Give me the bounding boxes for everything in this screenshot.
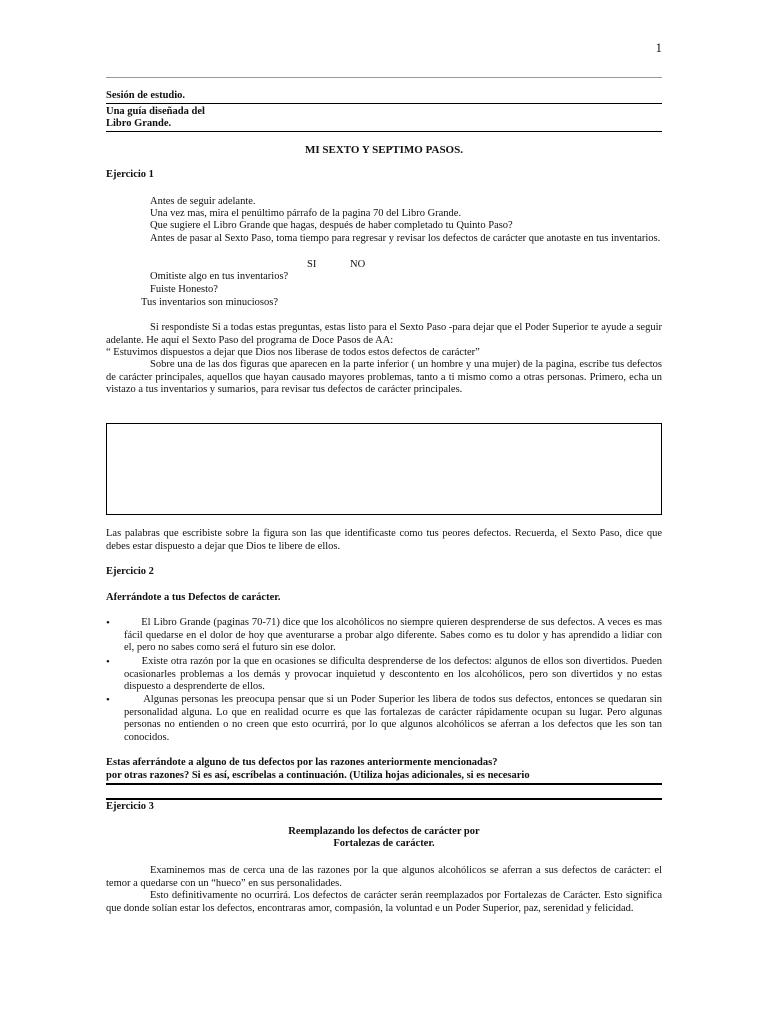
header-divider	[106, 103, 662, 104]
bullet-dot: •	[106, 694, 110, 706]
header-bottom-divider	[106, 131, 662, 132]
question: Tus inventarios son minuciosos?	[141, 297, 278, 308]
ex1-line: Una vez mas, mira el penúltimo párrafo de la pagina 70 del Libro Grande.	[150, 208, 462, 219]
bullet-dot: •	[106, 656, 110, 668]
exercise-3-heading: Ejercicio 3	[106, 801, 154, 812]
bullet-text: Algunas personas les preocupa pensar que si un Poder Superior les libera de todos sus defectos, entonces se quedaran sin personalidad alguna. Lo que en realidad ocurre es que las fortalezas de carácter rápidamente ocupan su lugar. Pero algunas personas no entienden o no creen que esto ocurrirá, por lo que algunos alcohólicos se aferran a los defectos que les son tan conocidos.	[124, 694, 663, 743]
ex1-line: Que sugiere el Libro Grande que hagas, después de haber completado tu Quinto Paso?	[150, 220, 513, 231]
ex1-paragraph: Antes de pasar al Sexto Paso, toma tiempo para regresar y revisar los defectos de carácter que anotaste en tus inventarios.	[150, 233, 661, 244]
answer-line[interactable]	[106, 783, 662, 785]
page-number: 1	[655, 40, 662, 55]
bullet-text: Existe otra razón por la que en ocasiones se dificulta desprenderse de los defectos: algunos de ellos son divertidos. Pueden ocasionarles problemas a los demás y provocar inquietud y descontento en los alcohólicos, pero son divertidos y no estas dispuesto a desprenderte de ellos.	[124, 656, 663, 692]
ex3-paragraph: Esto definitivamente no ocurrirá. Los defectos de carácter serán reemplazados por Fortalezas de Carácter. Esto significa que donde solían estar los defectos, encontraras amor, compasión, la voluntad e un Poder Superior, paz, serenidad y felicidad.	[106, 890, 662, 914]
bullet-item	[124, 656, 662, 694]
exercise-2-subheading: Aferrándote a tus Defectos de carácter.	[106, 592, 281, 603]
section-divider	[106, 798, 662, 800]
question: Fuiste Honesto?	[150, 284, 218, 295]
guide-line-1: Una guía diseñada del	[106, 106, 205, 117]
exercise-3-title-line-2: Fortalezas de carácter.	[333, 838, 435, 849]
session-label: Sesión de estudio.	[106, 90, 186, 101]
exercise-1-heading: Ejercicio 1	[106, 169, 154, 180]
ex2-question-line-1: Estas aferrándote a alguno de tus defectos por las razones anteriormente mencionadas?	[106, 757, 498, 768]
bullet-item	[124, 694, 662, 744]
top-divider	[106, 77, 662, 78]
bullet-text: El Libro Grande (paginas 70-71) dice que los alcohólicos no siempre quieren desprenderse de sus defectos. A veces es mas fácil quedarse en el dolor de hoy que aventurarse a probar algo diferente. Sabes como es tu dolor y has aprendido a lidiar con el, pero no sabes como será el futuro sin ese dolor.	[124, 617, 663, 653]
no-label: NO	[350, 259, 366, 270]
ex3-paragraph: Examinemos mas de cerca una de las razones por la que algunos alcohólicos se aferran a sus defectos de carácter: el temor a quedarse con un “hueco” en sus personalidades.	[106, 865, 662, 889]
ex2-question-line-2: por otras razones? Si es así, escríbelas a continuación. (Utiliza hojas adicionales, si es necesario	[106, 770, 530, 781]
guide-line-2: Libro Grande.	[106, 118, 172, 129]
ex1-line: Antes de seguir adelante.	[150, 196, 256, 207]
ex1-paragraph: Sobre una de las dos figuras que aparecen en la parte inferior ( un hombre y una mujer) de la pagina, escribe tus defectos de carácter principales, aquellos que hayan causado mayores problemas, tanto a ti mismo como a otras personas. Primero, echa un vistazo a tus inventarios y sumarios, para revisar tus defectos de carácter principales.	[106, 359, 662, 395]
si-label: SI	[307, 259, 317, 270]
bullet-dot: •	[106, 617, 110, 629]
ex1-paragraph: Las palabras que escribiste sobre la figura son las que identificaste como tus peores defectos. Recuerda, el Sexto Paso, dice que debes estar dispuesto a dejar que Dios te libere de ellos.	[106, 528, 662, 552]
sixth-step-quote: “ Estuvimos dispuestos a dejar que Dios nos liberase de todos estos defectos de carácter”	[106, 347, 480, 358]
bullet-item	[124, 617, 662, 655]
ex1-paragraph: Si respondiste Si a todas estas preguntas, estas listo para el Sexto Paso -para dejar que el Poder Superior te ayude a seguir adelante. He aquí el Sexto Paso del programa de Doce Pasos de AA:	[106, 322, 662, 346]
exercise-3-title-line-1: Reemplazando los defectos de carácter por	[288, 826, 480, 837]
page-title: MI SEXTO Y SEPTIMO PASOS.	[304, 144, 463, 156]
writing-box[interactable]	[106, 423, 662, 515]
question: Omitiste algo en tus inventarios?	[150, 271, 289, 282]
exercise-2-heading: Ejercicio 2	[106, 566, 154, 577]
